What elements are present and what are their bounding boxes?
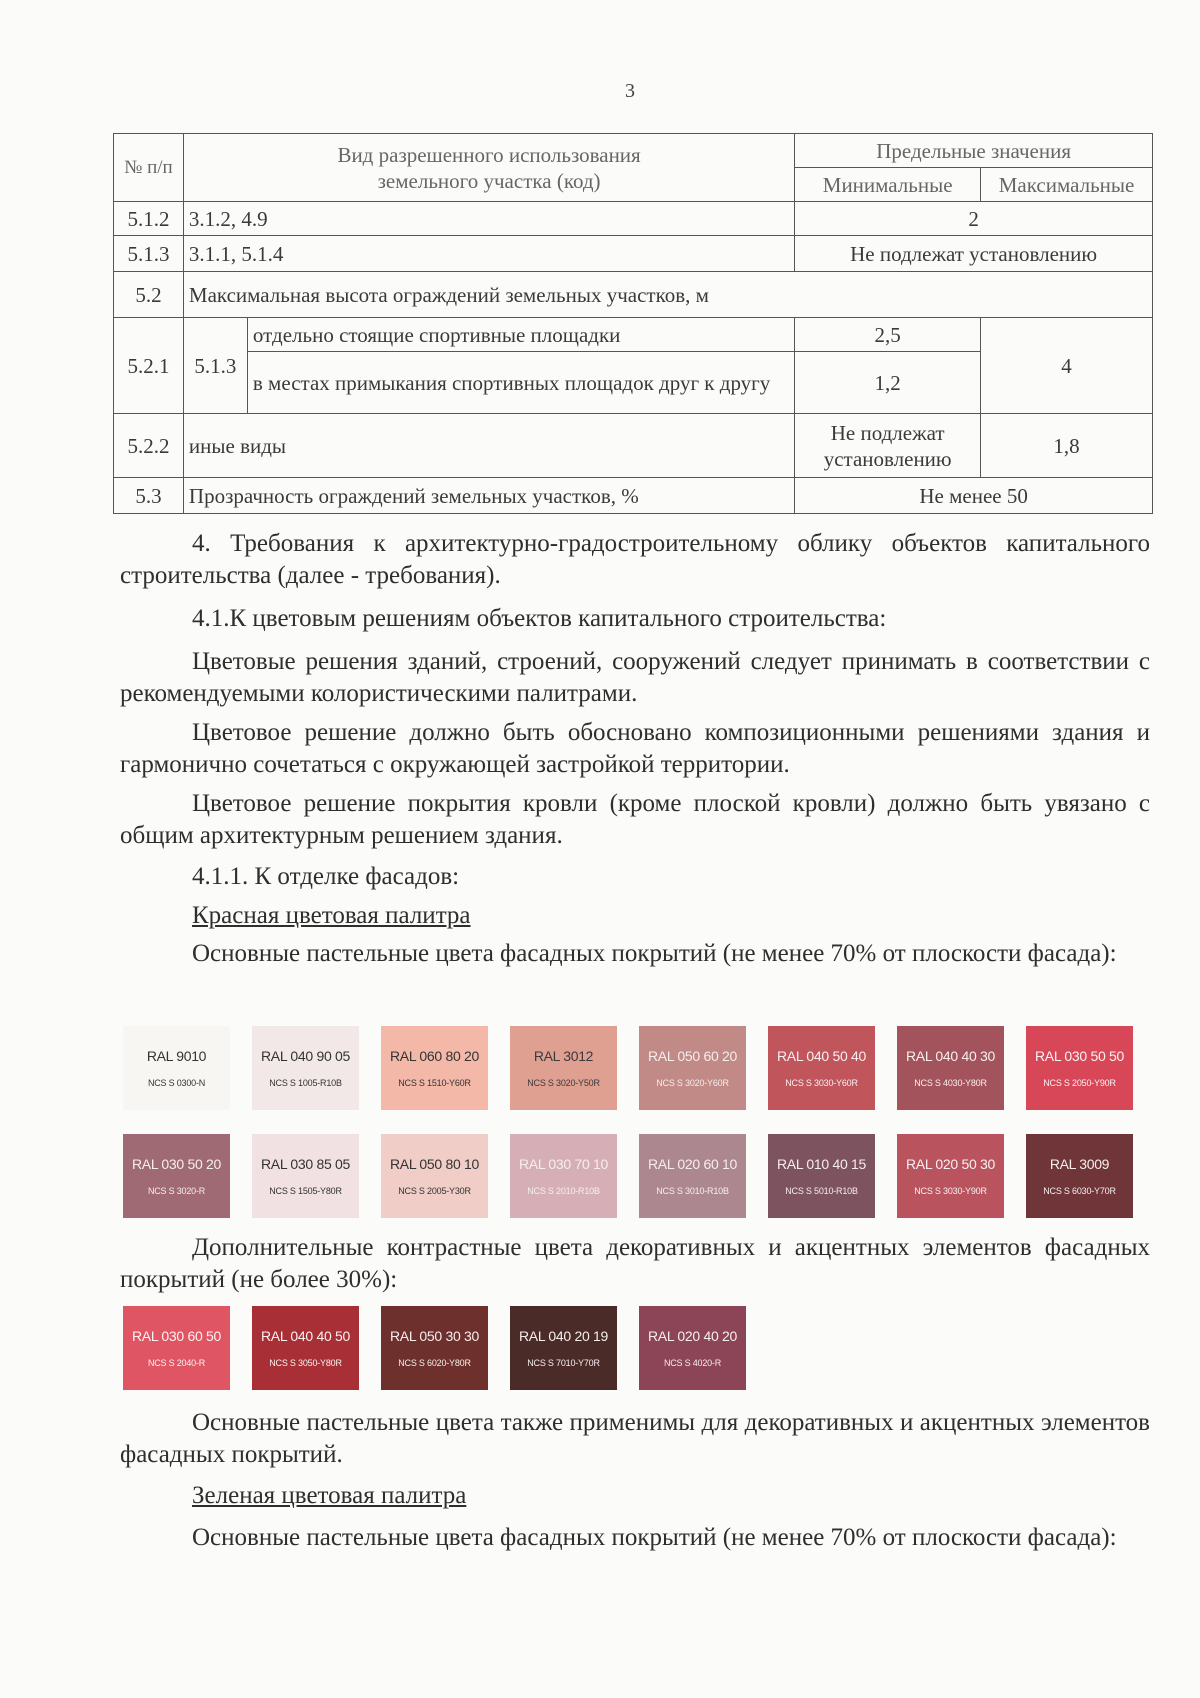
- swatch-ral-code: RAL 040 50 40: [777, 1048, 866, 1064]
- header-limits: Предельные значения: [795, 134, 1153, 168]
- row-code: 5.1.3: [183, 318, 247, 414]
- swatch-ral-code: RAL 040 40 30: [906, 1048, 995, 1064]
- swatch-ncs-code: NCS S 3010-R10B: [656, 1186, 729, 1196]
- row-max: 1,8: [981, 414, 1153, 478]
- table-header-row: [114, 134, 1153, 168]
- paragraph-also-applicable: Основные пастельные цвета также применимы для декоративных и акцентных элементов фасадных покрытий.: [120, 1409, 1150, 1468]
- swatch-ncs-code: NCS S 3030-Y90R: [914, 1186, 987, 1196]
- swatch-ncs-code: NCS S 7010-Y70R: [527, 1358, 600, 1368]
- paragraph-justified: Цветовое решение должно быть обосновано композиционными решениями здания и гармонично сочетаться с окружающей застройкой территории.: [120, 719, 1150, 778]
- swatch-ncs-code: NCS S 3020-Y50R: [527, 1078, 600, 1088]
- color-swatch: [639, 1134, 746, 1218]
- swatch-ncs-code: NCS S 2005-Y30R: [398, 1186, 471, 1196]
- color-swatch: [1026, 1134, 1133, 1218]
- paragraph-green-main-colors: Основные пастельные цвета фасадных покрытий (не менее 70% от плоскости фасада):: [192, 1524, 1117, 1551]
- row-min: 1,2: [795, 352, 981, 414]
- swatch-ncs-code: NCS S 6030-Y70R: [1043, 1186, 1116, 1196]
- table-row: [114, 478, 1153, 514]
- row-code: 3.1.1, 5.1.4: [183, 236, 794, 272]
- table-row: [114, 202, 1153, 236]
- color-swatch: [123, 1134, 230, 1218]
- header-num: № п/п: [114, 134, 184, 202]
- row-text: Прозрачность ограждений земельных участков, %: [183, 478, 794, 514]
- limits-table: [113, 133, 1153, 514]
- color-swatch: [381, 1134, 488, 1218]
- swatch-ral-code: RAL 050 30 30: [390, 1328, 479, 1344]
- row-value: Не менее 50: [795, 478, 1153, 514]
- row-sub: отдельно стоящие спортивные площадки: [247, 318, 794, 352]
- swatch-ncs-code: NCS S 3030-Y60R: [785, 1078, 858, 1088]
- swatch-ncs-code: NCS S 4030-Y80R: [914, 1078, 987, 1088]
- swatch-ral-code: RAL 050 60 20: [648, 1048, 737, 1064]
- table-row: [114, 236, 1153, 272]
- swatch-ncs-code: NCS S 2040-R: [147, 1358, 206, 1368]
- row-num: 5.1.3: [114, 236, 184, 272]
- text-section-1: [120, 528, 1150, 970]
- color-swatch: [252, 1026, 359, 1110]
- text-section-3: [120, 1407, 1150, 1554]
- row-text: Максимальная высота ограждений земельных участков, м: [183, 272, 1152, 318]
- swatch-ncs-code: NCS S 3020-Y60R: [656, 1078, 729, 1088]
- swatch-ral-code: RAL 030 85 05: [261, 1156, 350, 1172]
- row-text: иные виды: [183, 414, 794, 478]
- color-swatch: [510, 1026, 617, 1110]
- swatch-ral-code: RAL 040 40 50: [261, 1328, 350, 1344]
- header-use: Вид разрешенного использования земельного участка (код): [183, 134, 794, 202]
- color-swatch: [768, 1134, 875, 1218]
- swatch-ral-code: RAL 020 40 20: [648, 1328, 737, 1344]
- paragraph-roof: Цветовое решение покрытия кровли (кроме плоской кровли) должно быть увязано с общим архитектурным решением здания.: [120, 790, 1150, 849]
- color-swatch: [510, 1306, 617, 1390]
- swatch-ral-code: RAL 020 60 10: [648, 1156, 737, 1172]
- header-max: Максимальные: [981, 168, 1153, 202]
- swatch-row-contrast: [123, 1306, 746, 1390]
- paragraph-contrast-colors: Дополнительные контрастные цвета декоративных и акцентных элементов фасадных покрытий (не более 30%):: [120, 1234, 1150, 1293]
- row-num: 5.2: [114, 272, 184, 318]
- swatch-ncs-code: NCS S 3050-Y80R: [269, 1358, 342, 1368]
- swatch-row-main-2: [123, 1134, 1133, 1218]
- paragraph-palettes: Цветовые решения зданий, строений, сооружений следует принимать в соответствии с рекомендуемыми колористическими палитрами.: [120, 648, 1150, 707]
- swatch-ncs-code: NCS S 6020-Y80R: [398, 1358, 471, 1368]
- swatch-ncs-code: NCS S 1505-Y80R: [269, 1186, 342, 1196]
- swatch-ncs-code: NCS S 5010-R10B: [785, 1186, 858, 1196]
- heading-green-palette: Зеленая цветовая палитра: [192, 1482, 467, 1509]
- color-swatch: [381, 1026, 488, 1110]
- row-min: 2,5: [795, 318, 981, 352]
- swatch-ral-code: RAL 010 40 15: [777, 1156, 866, 1172]
- swatch-ncs-code: NCS S 1005-R10B: [269, 1078, 342, 1088]
- row-num: 5.3: [114, 478, 184, 514]
- color-swatch: [768, 1026, 875, 1110]
- swatch-ral-code: RAL 040 20 19: [519, 1328, 608, 1344]
- row-num: 5.2.2: [114, 414, 184, 478]
- row-code: 3.1.2, 4.9: [183, 202, 794, 236]
- row-value: 2: [795, 202, 1153, 236]
- swatch-ral-code: RAL 9010: [146, 1048, 207, 1064]
- color-swatch: [639, 1306, 746, 1390]
- color-swatch: [897, 1134, 1004, 1218]
- row-num: 5.2.1: [114, 318, 184, 414]
- page-number: 3: [625, 80, 635, 102]
- row-num: 5.1.2: [114, 202, 184, 236]
- swatch-ncs-code: NCS S 0300-N: [147, 1078, 206, 1088]
- swatch-ncs-code: NCS S 1510-Y60R: [398, 1078, 471, 1088]
- color-swatch: [123, 1306, 230, 1390]
- swatch-ral-code: RAL 030 50 50: [1035, 1048, 1124, 1064]
- color-swatch: [381, 1306, 488, 1390]
- swatch-ral-code: RAL 020 50 30: [906, 1156, 995, 1172]
- heading-red-palette: Красная цветовая палитра: [192, 902, 471, 929]
- swatch-ral-code: RAL 050 80 10: [390, 1156, 479, 1172]
- swatch-ral-code: RAL 3009: [1049, 1156, 1110, 1172]
- color-swatch: [639, 1026, 746, 1110]
- color-swatch: [252, 1306, 359, 1390]
- text-section-2: [120, 1232, 1150, 1296]
- paragraph-requirements: 4. Требования к архитектурно-градостроительному облику объектов капитального строительства (далее - требования).: [120, 530, 1150, 589]
- swatch-ncs-code: NCS S 3020-R: [147, 1186, 206, 1196]
- swatch-ral-code: RAL 3012: [533, 1048, 594, 1064]
- color-swatch: [1026, 1026, 1133, 1110]
- swatch-ncs-code: NCS S 2050-Y90R: [1043, 1078, 1116, 1088]
- paragraph-color-solutions: 4.1.К цветовым решениям объектов капитального строительства:: [192, 605, 887, 632]
- paragraph-facades: 4.1.1. К отделке фасадов:: [192, 863, 460, 890]
- swatch-ral-code: RAL 030 60 50: [132, 1328, 221, 1344]
- color-swatch: [510, 1134, 617, 1218]
- row-min: Не подлежат установлению: [795, 414, 981, 478]
- color-swatch: [897, 1026, 1004, 1110]
- color-swatch: [252, 1134, 359, 1218]
- swatch-ral-code: RAL 040 90 05: [261, 1048, 350, 1064]
- row-max: 4: [981, 318, 1153, 414]
- header-min: Минимальные: [795, 168, 981, 202]
- swatch-ncs-code: NCS S 4020-R: [663, 1358, 722, 1368]
- swatch-ral-code: RAL 030 70 10: [519, 1156, 608, 1172]
- swatch-ral-code: RAL 030 50 20: [132, 1156, 221, 1172]
- table-row: [114, 272, 1153, 318]
- swatch-ral-code: RAL 060 80 20: [390, 1048, 479, 1064]
- paragraph-main-colors: Основные пастельные цвета фасадных покрытий (не менее 70% от плоскости фасада):: [192, 940, 1117, 967]
- table-row: [114, 318, 1153, 352]
- color-swatch: [123, 1026, 230, 1110]
- table-row: [114, 414, 1153, 478]
- row-sub: в местах примыкания спортивных площадок друг к другу: [247, 352, 794, 414]
- swatch-row-main-1: [123, 1026, 1133, 1110]
- row-value: Не подлежат установлению: [795, 236, 1153, 272]
- swatch-ncs-code: NCS S 2010-R10B: [527, 1186, 600, 1196]
